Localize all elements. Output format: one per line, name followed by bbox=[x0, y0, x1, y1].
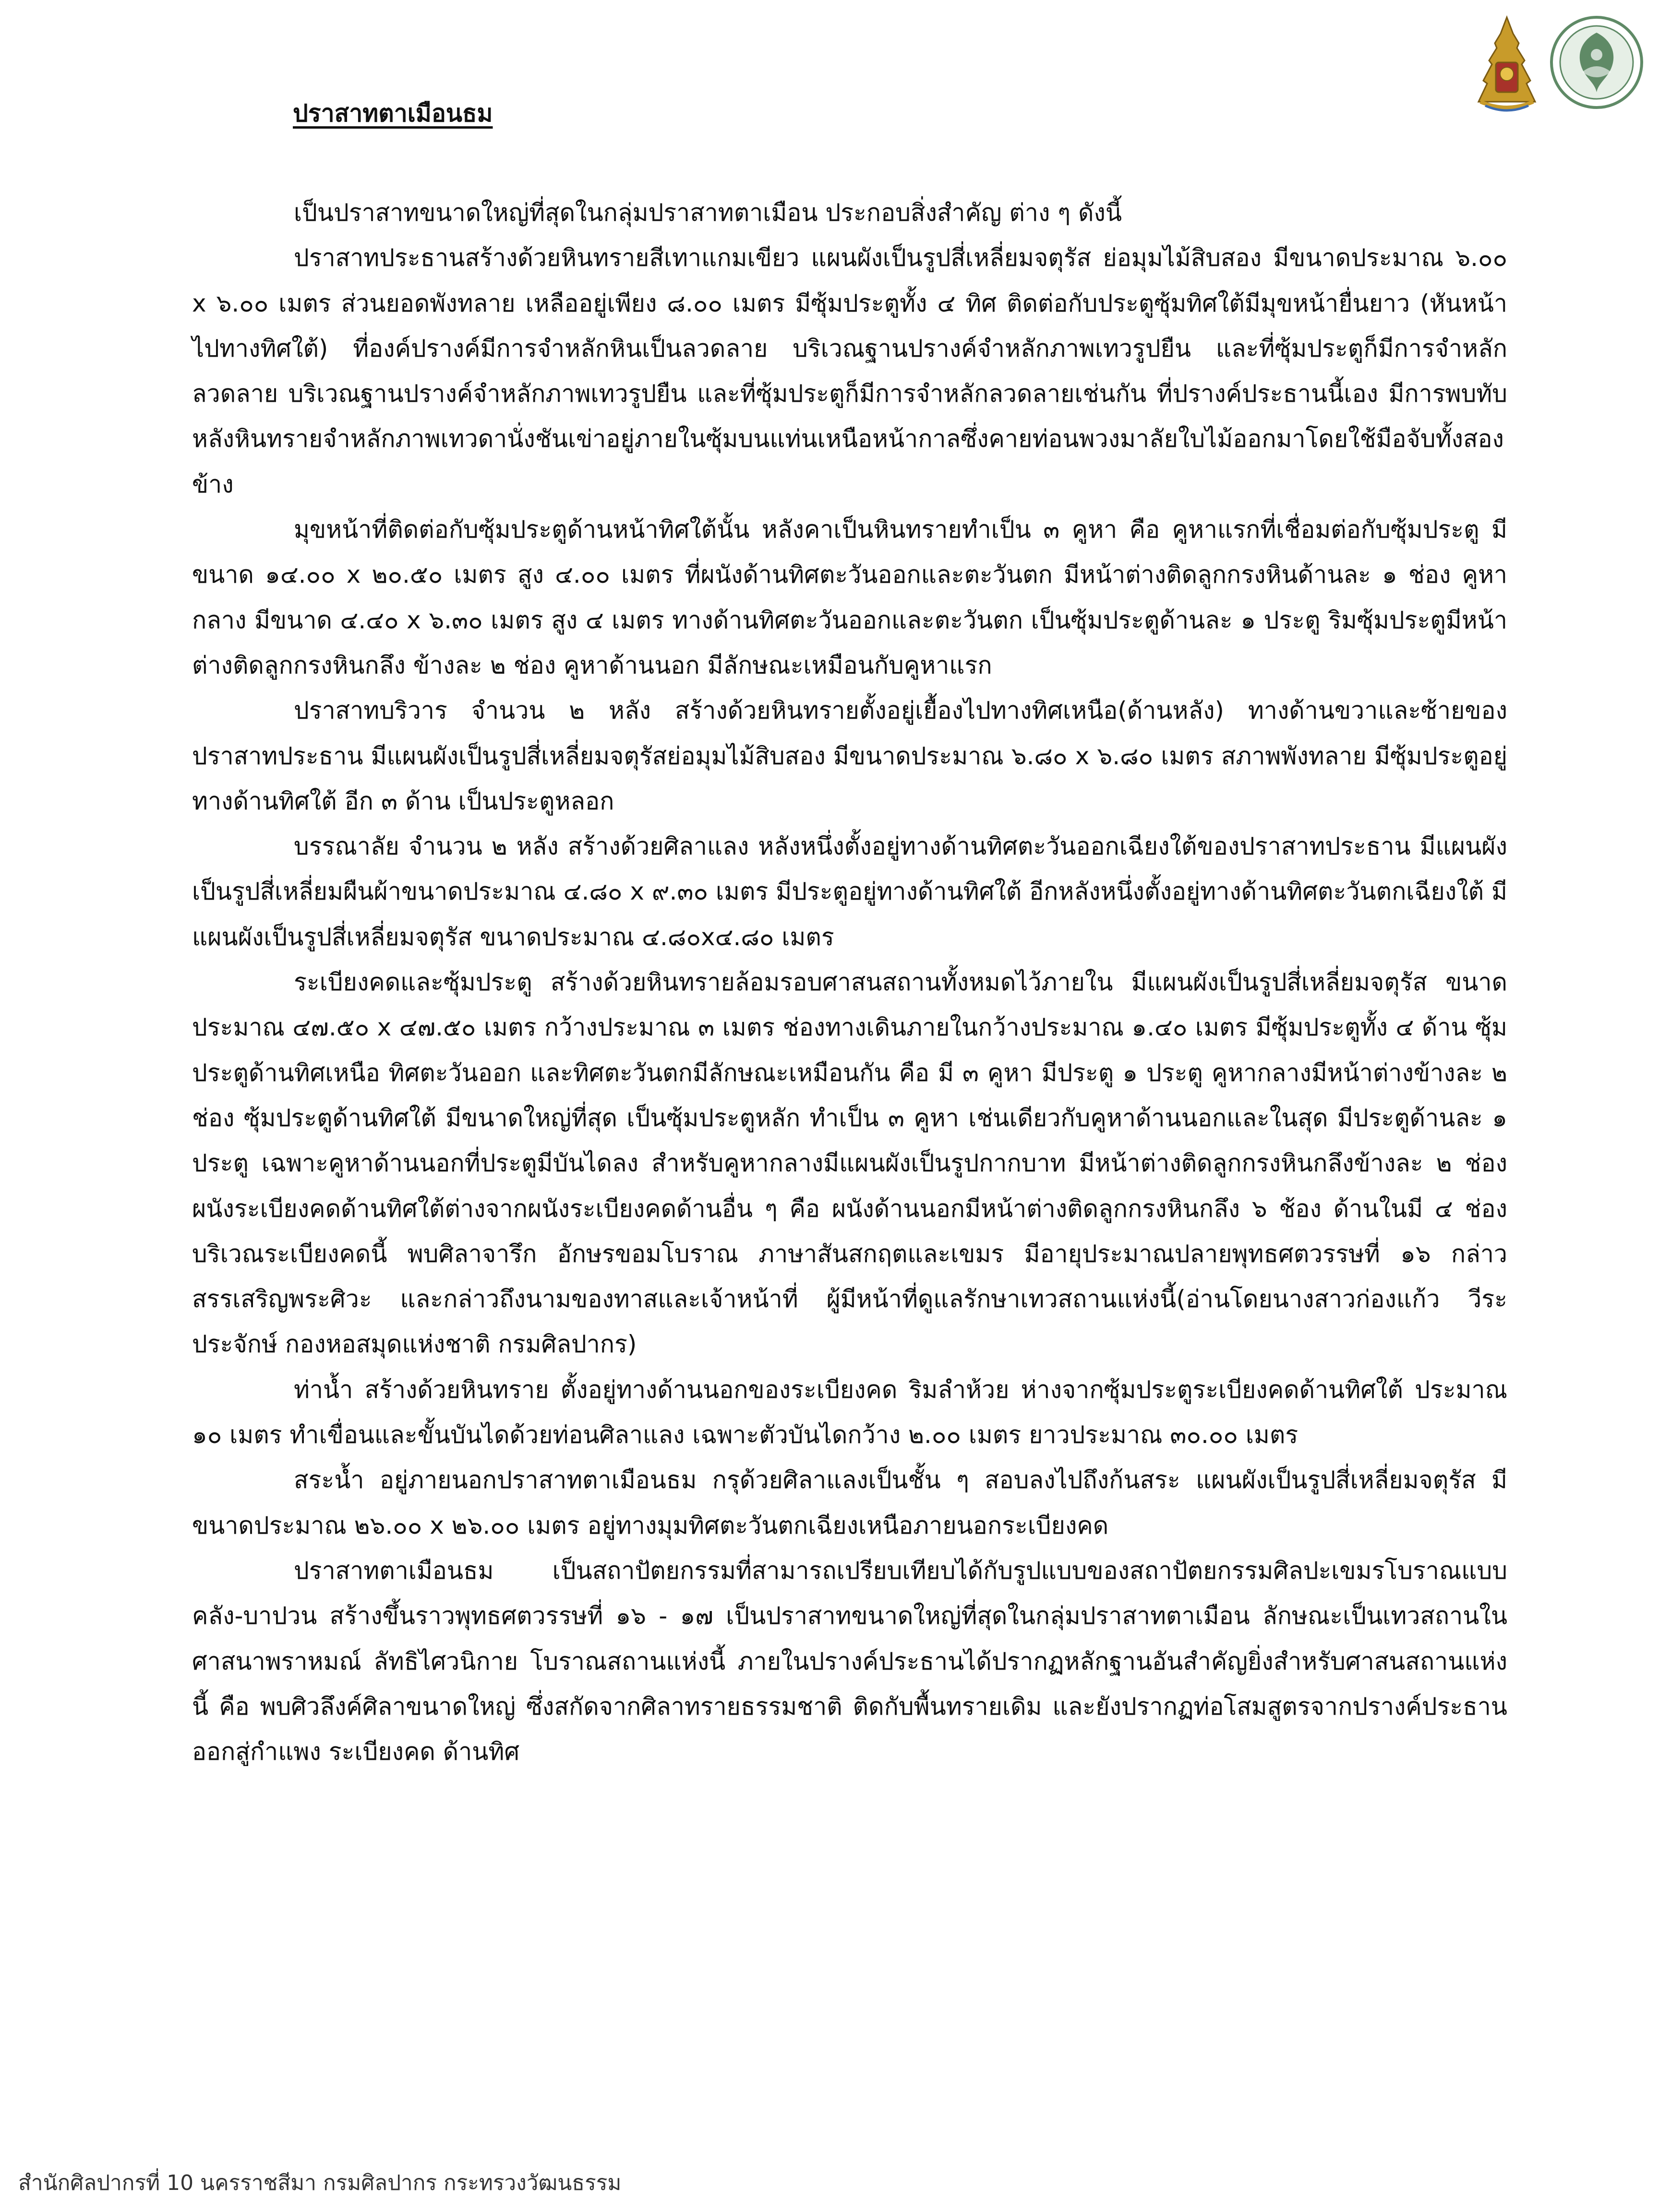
paragraph: เป็นปราสาทขนาดใหญ่ที่สุดในกลุ่มปราสาทตาเมือน ประกอบสิ่งสำคัญ ต่าง ๆ ดังนี้ bbox=[294, 199, 1122, 227]
paragraph: บรรณาลัย จำนวน ๒ หลัง สร้างด้วยศิลาแลง หลังหนึ่งตั้งอยู่ทางด้านทิศตะวันออกเฉียงใต้ของปราสาทประธาน มีแผนผังเป็นรูปสี่เหลี่ยมผืนผ้าขนาดประมาณ ๔.๘๐ x ๙.๓๐ เมตร มีประตูอยู่ทางด้านทิศใต้ อีกหลังหนึ่งตั้งอยู่ทางด้านทิศตะวันตกเฉียงใต้ มีแผนผังเป็นรูปสี่เหลี่ยมจตุรัส ขนาดประมาณ ๔.๘๐x๔.๘๐ เมตร bbox=[192, 832, 1507, 951]
paragraph: ปราสาทประธานสร้างด้วยหินทรายสีเทาแกมเขียว แผนผังเป็นรูปสี่เหลี่ยมจตุรัส ย่อมุมไม้สิบสอง มีขนาดประมาณ ๖.๐๐ x ๖.๐๐ เมตร ส่วนยอดพังทลาย เหลืออยู่เพียง ๘.๐๐ เมตร มีซุ้มประตูทั้ง ๔ ทิศ ติดต่อกับประตูซุ้มทิศใต้มีมุขหน้ายื่นยาว (หันหน้าไปทางทิศใต้) ที่องค์ปรางค์มีการจำหลักหินเป็นลวดลาย บริเวณฐานปรางค์จำหลักภาพเทวรูปยืน และที่ซุ้มประตูก็มีการจำหลักลวดลาย บริเวณฐานปรางค์จำหลักภาพเทวรูปยืน และที่ซุ้มประตูก็มีการจำหลักลวดลายเช่นกัน ที่ปรางค์ประธานนี้เอง มีการพบทับหลังหินทรายจำหลักภาพเทวดานั่งชันเข่าอยู่ภายในซุ้มบนแท่นเหนือหน้ากาลซึ่งคายท่อนพวงมาลัยใบไม้ออกมาโดยใช้มือจับทั้งสองข้าง bbox=[192, 244, 1507, 498]
paragraph: สระน้ำ อยู่ภายนอกปราสาทตาเมือนธม กรุด้วยศิลาแลงเป็นชั้น ๆ สอบลงไปถึงก้นสระ แผนผังเป็นรูปสี่เหลี่ยมจตุรัส มีขนาดประมาณ ๒๖.๐๐ x ๒๖.๐๐ เมตร อยู่ทางมุมทิศตะวันตกเฉียงเหนือภายนอกระเบียงคด bbox=[192, 1466, 1507, 1539]
paragraph: มุขหน้าที่ติดต่อกับซุ้มประตูด้านหน้าทิศใต้นั้น หลังคาเป็นหินทรายทำเป็น ๓ คูหา คือ คูหาแรกที่เชื่อมต่อกับซุ้มประตู มีขนาด ๑๔.๐๐ x ๒๐.๕๐ เมตร สูง ๔.๐๐ เมตร ที่ผนังด้านทิศตะวันออกและตะวันตก มีหน้าต่างติดลูกกรงหินด้านละ ๑ ช่อง คูหากลาง มีขนาด ๔.๔๐ x ๖.๓๐ เมตร สูง ๔ เมตร ทางด้านทิศตะวันออกและตะวันตก เป็นซุ้มประตูด้านละ ๑ ประตู ริมซุ้มประตูมีหน้าต่างติดลูกกรงหินกลึง ข้างละ ๒ ช่อง คูหาด้านนอก มีลักษณะเหมือนกับคูหาแรก bbox=[192, 516, 1507, 679]
fine-arts-department-seal bbox=[1549, 14, 1645, 110]
royal-emblem-logo bbox=[1471, 14, 1543, 115]
paragraph: ปราสาทบริวาร จำนวน ๒ หลัง สร้างด้วยหินทรายตั้งอยู่เยื้องไปทางทิศเหนือ(ด้านหลัง) ทางด้านขวาและซ้ายของปราสาทประธาน มีแผนผังเป็นรูปสี่เหลี่ยมจตุรัสย่อมุมไม้สิบสอง มีขนาดประมาณ ๖.๘๐ x ๖.๘๐ เมตร สภาพพังทลาย มีซุ้มประตูอยู่ทางด้านทิศใต้ อีก ๓ ด้าน เป็นประตูหลอก bbox=[192, 697, 1507, 815]
document-body bbox=[192, 190, 1507, 1774]
page-footer: สำนักศิลปากรที่ 10 นครราชสีมา กรมศิลปากร กระทรวงวัฒนธรรม bbox=[18, 2171, 622, 2195]
paragraph: ระเบียงคดและซุ้มประตู สร้างด้วยหินทรายล้อมรอบศาสนสถานทั้งหมดไว้ภายใน มีแผนผังเป็นรูปสี่เหลี่ยมจตุรัส ขนาดประมาณ ๔๗.๕๐ x ๔๗.๕๐ เมตร กว้างประมาณ ๓ เมตร ช่องทางเดินภายในกว้างประมาณ ๑.๔๐ เมตร มีซุ้มประตูทั้ง ๔ ด้าน ซุ้มประตูด้านทิศเหนือ ทิศตะวันออก และทิศตะวันตกมีลักษณะเหมือนกัน คือ มี ๓ คูหา มีประตู ๑ ประตู คูหากลางมีหน้าต่างข้างละ ๒ ช่อง ซุ้มประตูด้านทิศใต้ มีขนาดใหญ่ที่สุด เป็นซุ้มประตูหลัก ทำเป็น ๓ คูหา เช่นเดียวกับคูหาด้านนอกและในสุด มีประตูด้านละ ๑ ประตู เฉพาะคูหาด้านนอกที่ประตูมีบันไดลง สำหรับคูหากลางมีแผนผังเป็นรูปกากบาท มีหน้าต่างติดลูกกรงหินกลึงข้างละ ๒ ช่อง ผนังระเบียงคดด้านทิศใต้ต่างจากผนังระเบียงคดด้านอื่น ๆ คือ ผนังด้านนอกมีหน้าต่างติดลูกกรงหินกลึง ๖ ช้อง ด้านในมี ๔ ช่อง บริเวณระเบียงคดนี้ พบศิลาจารึก อักษรขอมโบราณ ภาษาสันสกฤตและเขมร มีอายุประมาณปลายพุทธศตวรรษที่ ๑๖ กล่าวสรรเสริญพระศิวะ และกล่าวถึงนามของทาสและเจ้าหน้าที่ ผู้มีหน้าที่ดูแลรักษาเทวสถานแห่งนี้(อ่านโดยนางสาวก่องแก้ว วีระประจักษ์ กองหอสมุดแห่งชาติ กรมศิลปากร) bbox=[192, 968, 1507, 1358]
header-logos bbox=[1471, 14, 1645, 115]
page-title: ปราสาทตาเมือนธม bbox=[293, 99, 493, 127]
paragraph: ปราสาทตาเมือนธม เป็นสถาปัตยกรรมที่สามารถเปรียบเทียบได้กับรูปแบบของสถาปัตยกรรมศิลปะเขมรโบราณแบบคลัง-บาปวน สร้างขึ้นราวพุทธศตวรรษที่ ๑๖ - ๑๗ เป็นปราสาทขนาดใหญ่ที่สุดในกลุ่มปราสาทตาเมือน ลักษณะเป็นเทวสถานในศาสนาพราหมณ์ ลัทธิไศวนิกาย โบราณสถานแห่งนี้ ภายในปรางค์ประธานได้ปรากฏหลักฐานอันสำคัญยิ่งสำหรับศาสนสถานแห่งนี้ คือ พบศิวลึงค์ศิลาขนาดใหญ่ ซึ่งสกัดจากศิลาทรายธรรมชาติ ติดกับพื้นทรายเดิม และยังปรากฏท่อโสมสูตรจากปรางค์ประธานออกสู่กำแพง ระเบียงคด ด้านทิศ bbox=[192, 1556, 1507, 1766]
paragraph: ท่าน้ำ สร้างด้วยหินทราย ตั้งอยู่ทางด้านนอกของระเบียงคด ริมลำห้วย ห่างจากซุ้มประตูระเบียงคดด้านทิศใต้ ประมาณ ๑๐ เมตร ทำเขื่อนและขั้นบันไดด้วยท่อนศิลาแลง เฉพาะตัวบันไดกว้าง ๒.๐๐ เมตร ยาวประมาณ ๓๐.๐๐ เมตร bbox=[192, 1375, 1507, 1449]
